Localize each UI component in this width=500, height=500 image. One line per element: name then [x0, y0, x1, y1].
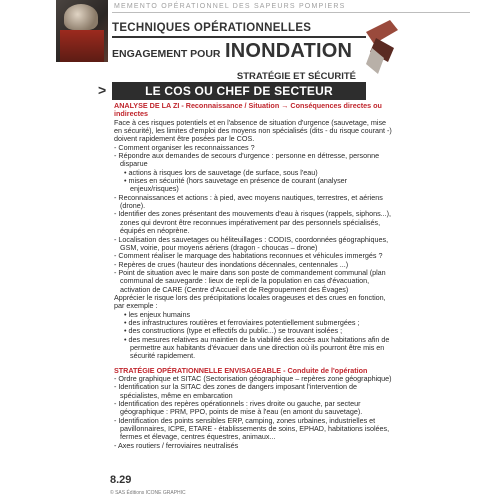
list-item: - Ordre graphique et SITAC (Sectorisation géographique – repères zone géographique): [114, 374, 392, 383]
section-title: TECHNIQUES OPÉRATIONNELLES: [112, 22, 312, 34]
analysis-heading: ANALYSE DE LA ZI - Reconnaissance / Situation → Conséquences directes ou indirectes: [114, 101, 382, 119]
coat-shape: [60, 30, 104, 62]
list-item: - Comment organiser les reconnaissances ?: [114, 142, 255, 152]
list-item: - Repères de crues (hauteur des inondations décennales, centennales ...): [114, 259, 349, 269]
list-item: - Identification des repères opérationnels : rives droite ou gauche, par secteur géographique : PRM, PPO, points de mise à l'eau (en amont du sauvetage).: [114, 399, 363, 417]
list-item: • mises en sécurité (hors sauvetage en présence de courant (analyser enjeux/risques): [124, 176, 348, 194]
book-caption: MEMENTO OPÉRATIONNEL DES SAPEURS POMPIERS: [114, 3, 346, 10]
strategy-heading: STRATÉGIE OPÉRATIONNELLE ENVISAGEABLE - Conduite de l'opération: [114, 365, 368, 375]
analysis-paragraph: Apprécier le risque lors des précipitations locales orageuses et des crues en fonction, par exemple :: [114, 292, 386, 311]
list-item: • actions à risques lors de sauvetage (de surface, sous l'eau): [124, 167, 318, 177]
list-item: - Axes routiers / ferroviaires neutralisés: [114, 440, 239, 450]
title-rule: [112, 36, 366, 38]
section-banner: LE COS OU CHEF DE SECTEUR: [112, 82, 366, 100]
top-divider: [112, 12, 470, 13]
page-number: 8.29: [110, 474, 132, 486]
analysis-intro: Face à ces risques potentiels et en l'absence de situation d'urgence (sauvetage, mise en sécurité), les limites d'emploi des moyens non spécialisés (dits - du risque courant -) doivent rapidement être posées par le COS.: [114, 117, 392, 144]
chevron-right-icon: >: [98, 82, 107, 98]
copyright: © SAS Éditions ICONE GRAPHIC: [110, 490, 186, 496]
title-main: INONDATION: [224, 40, 353, 62]
list-item: - Comment réaliser le marquage des habitations reconnues et véhicules immergés ?: [114, 251, 383, 261]
list-item: • des infrastructures routières et ferroviaires potentiellement submergées ;: [124, 317, 360, 327]
list-item: - Répondre aux demandes de secours d'urgence : personne en détresse, personne disparue: [114, 151, 380, 169]
title-prefix: ENGAGEMENT POUR: [112, 48, 221, 60]
firefighter-photo: [56, 0, 108, 62]
page-body: [114, 102, 394, 450]
helmet-shape: [64, 4, 98, 30]
list-item: - Identification sur la SITAC des zones de dangers imposant l'intervention de spécialistes, même en embarcation: [114, 382, 357, 400]
list-item: - Identifier des zones présentant des mouvements d'eau à risques (rappels, siphons...), zones qui devront être reconnues impérativement par des personnels spécialisés, équipés en néoprène.: [114, 209, 392, 236]
list-item: • des constructions (type et effectifs du public...) se trouvant isolées ;: [124, 326, 343, 336]
list-item: - Reconnaissances et actions : à pied, avec moyens nautiques, terrestres, et aériens (drone).: [114, 192, 383, 211]
list-item: - Identification des points sensibles ERP, camping, zones urbaines, industrielles et pavillonnaires, ICPE, ETARE - établissements de soins, EPHAD, habitations isolées, fermes et élevage, centres équestres, animaux...: [114, 415, 390, 442]
list-item: • les enjeux humains: [124, 309, 191, 319]
axe-helmet-emblem-icon: [362, 18, 402, 76]
list-item: - Localisation des sauvetages ou héliteuillages : CODIS, coordonnées géographiques, GSM, voirie, pour moyens aériens (dragon - choucas – drone): [114, 234, 389, 252]
page-title: [112, 40, 352, 63]
page-subtitle: STRATÉGIE ET SÉCURITÉ: [236, 71, 356, 82]
list-item: • des mesures relatives au maintien de la viabilité des accès aux habitations afin de permettre aux habitants d'évacuer dans une direction où ils pourront être mis en sécurité rapidement.: [124, 334, 390, 361]
list-item: - Point de situation avec le maire dans son poste de commandement communal (plan communal de sauvegarde : lieux de repli de la population en cas d'évacuation, activation de CARE (Centre d'Accueil et de Regroupement des Évages): [114, 267, 386, 294]
